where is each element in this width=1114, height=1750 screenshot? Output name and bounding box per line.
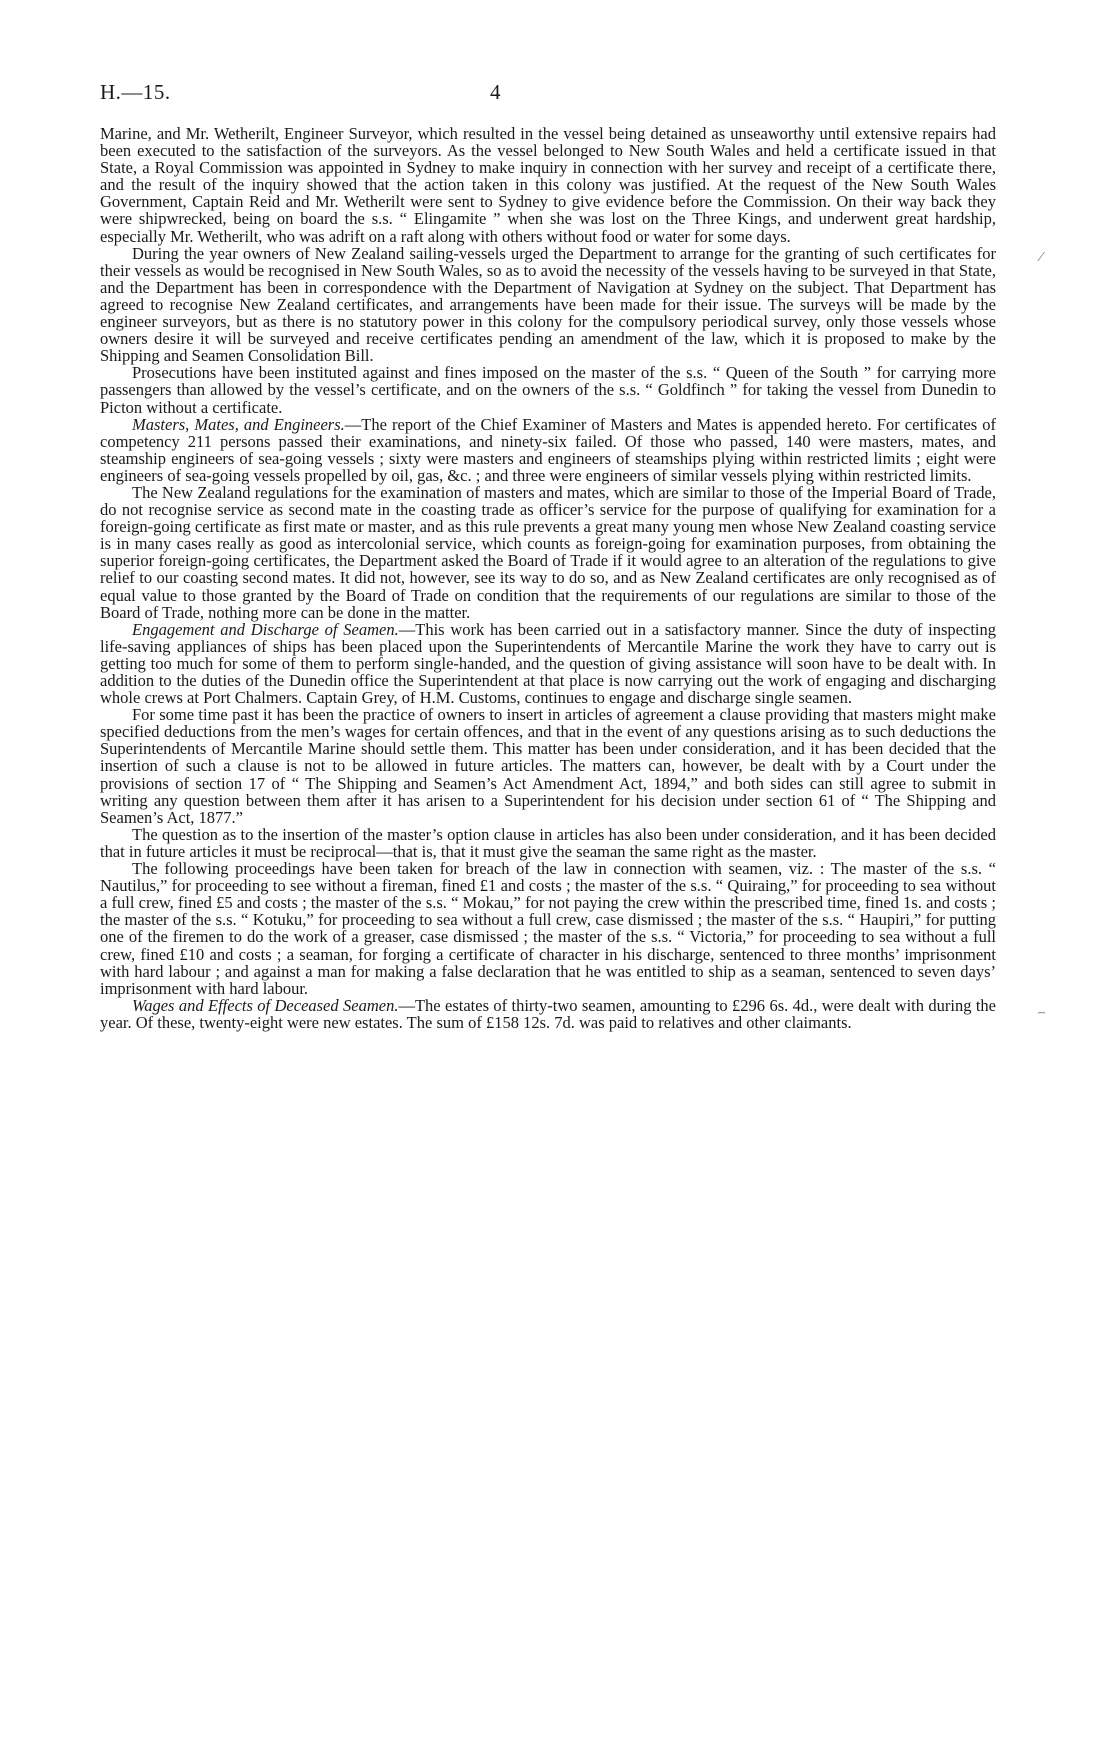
paragraph-text: Marine, and Mr. Wetherilt, Engineer Surveyor, which resulted in the vessel being detained as unseaworthy until extensive repairs had been executed to the satisfaction of the surveyors. As the vessel belonged to New South Wales and held a certificate issued in that State, a Royal Commission was appointed in Sydney to make inquiry in connection with her survey and receipt of a certificate there, and the result of the inquiry showed that the action taken in this colony was justified. At the request of the New South Wales Government, Captain Reid and Mr. Wetherilt were sent to Sydney to give evidence before the Commission. On their way back they were shipwrecked, being on board the s.s. “ Elingamite ” when she was lost on the Three Kings, and underwent great hardship, especially Mr. Wetherilt, who was adrift on a raft along with others without food or water for some days. [100,124,996,246]
paragraph [100,621,996,706]
section-heading: Wages and Effects of Deceased Seamen. [132,995,399,1015]
paragraph-text: The question as to the insertion of the master’s option clause in articles has also been under consideration, and it has been decided that in future articles it must be reciprocal—that is, that it must give the seaman the same right as the master. [100,824,996,861]
paragraph-text: For some time past it has been the practice of owners to insert in articles of agreement a clause providing that masters might make specified deductions from the men’s wages for certain offences, and that in the event of any questions arising as to such deductions the Superintendents of Mercantile Marine should settle them. This matter has been under consideration, and it has been decided that the insertion of such a clause is not to be allowed in future articles. The matters can, however, be dealt with by a Court under the provisions of section 17 of “ The Shipping and Seamen’s Act Amendment Act, 1894,” and both sides can still agree to submit in writing any question between them after it has arisen to a Superintendent for his decision under section 61 of “ The Shipping and Seamen’s Act, 1877.” [100,705,996,827]
paragraph-text: The following proceedings have been taken for breach of the law in connection with seamen, viz. : The master of the s.s. “ Nautilus,” for proceeding to see without a fireman, fined £1 and costs ; the master of the s.s. “ Quiraing,” for proceeding to sea without a full crew, fined £5 and costs ; the master of the s.s. “ Mokau,” for not paying the crew within the prescribed time, fined 1s. and costs ; the master of the s.s. “ Kotuku,” for proceeding to sea without a full crew, case dismissed ; the master of the s.s. “ Haupiri,” for putting one of the firemen to do the work of a greaser, case dismissed ; the master of the s.s. “ Victoria,” for proceeding to sea without a full crew, fined £10 and costs ; a seaman, for forging a certificate of character in his discharge, sentenced to three months’ imprisonment with hard labour ; and against a man for making a false declaration that he was entitled to ship as a seaman, sentenced to seven days’ imprisonment with hard labour. [100,859,996,998]
section-heading: Engagement and Discharge of Seamen. [132,619,399,639]
paragraph [100,484,996,621]
paragraph-text: The New Zealand regulations for the examination of masters and mates, which are similar to those of the Imperial Board of Trade, do not recognise service as second mate in the coasting trade as officer’s service for the purpose of qualifying for examination for a foreign-going certificate as first mate or master, and as this rule prevents a great many young men whose New Zealand coasting service is in many cases really as good as intercolonial service, which counts as foreign-going for examination purposes, from obtaining the superior foreign-going certificates, the Department asked the Board of Trade if it would agree to an alteration of the regulations to give relief to our coasting second mates. It did not, however, see its way to do so, and as New Zealand certificates are only recognised as of equal value to those granted by the Board of Trade on condition that the requirements of our regulations are similar to those of the Board of Trade, nothing more can be done in the matter. [100,482,996,622]
paragraph [100,706,996,826]
paragraph [100,826,996,860]
section-heading: Masters, Mates, and Engineers. [132,414,345,434]
paragraph-text: —This work has been carried out in a satisfactory manner. Since the duty of inspecting life-saving appliances of ships has been placed upon the Superintendents of Mercantile Marine the work they have to carry out is getting too much for some of them to perform single-handed, and the question of giving assistance will soon have to be dealt with. In addition to the duties of the Dunedin office the Superintendent at that place is now carrying out the work of engaging and discharging whole crews at Port Chalmers. Captain Grey, of H.M. Customs, continues to engage and discharge single seamen. [100,619,996,708]
page-number: 4 [490,80,501,104]
paragraph [100,245,996,365]
paragraph-text: During the year owners of New Zealand sailing-vessels urged the Department to arrange for the granting of such certificates for their vessels as would be recognised in New South Wales, so as to avoid the necessity of the vessels having to be surveyed in that State, and the Department has been in correspondence with the Department of Navigation at Sydney on the subject. That Department has agreed to recognise New Zealand certificates, and arrangements have been made for their issue. The surveys will be made by the engineer surveyors, but as there is no statutory power in this colony for the compulsory periodical survey, only those vessels whose owners desire it will be surveyed and receive certificates pending an amendment of the law, which it is proposed to make by the Shipping and Seamen Consolidation Bill. [100,243,996,366]
paragraph [100,860,996,997]
paragraph [100,997,996,1031]
margin-mark: ⁄ [1040,250,1043,265]
paragraph [100,416,996,484]
paragraph-text: —The report of the Chief Examiner of Masters and Mates is appended hereto. For certificates of competency 211 persons passed their examinations, and ninety-six failed. Of those who passed, 140 were masters, mates, and steamship engineers of sea-going vessels ; sixty were masters and engineers of steamships plying within restricted limits ; eight were engineers of sea-going vessels propelled by oil, gas, &c. ; and three were engineers of similar vessels plying within restricted limits. [100,414,996,485]
margin-mark: – [1038,1005,1045,1020]
paragraph [100,364,996,415]
paragraph-text: Prosecutions have been instituted against and fines imposed on the master of the s.s. “ Queen of the South ” for carrying more passengers than allowed by the vessel’s certificate, and on the owners of the s.s. “ Goldfinch ” for taking the vessel from Dunedin to Picton without a certificate. [100,363,996,417]
paragraph-text: —The estates of thirty-two seamen, amounting to £296 6s. 4d., were dealt with during the year. Of these, twenty-eight were new estates. The sum of £158 12s. 7d. was paid to relatives and other claimants. [100,995,997,1032]
paragraph [100,125,996,245]
body-text [100,125,996,1031]
page-header [100,80,1000,110]
document-reference: H.—15. [100,80,171,104]
